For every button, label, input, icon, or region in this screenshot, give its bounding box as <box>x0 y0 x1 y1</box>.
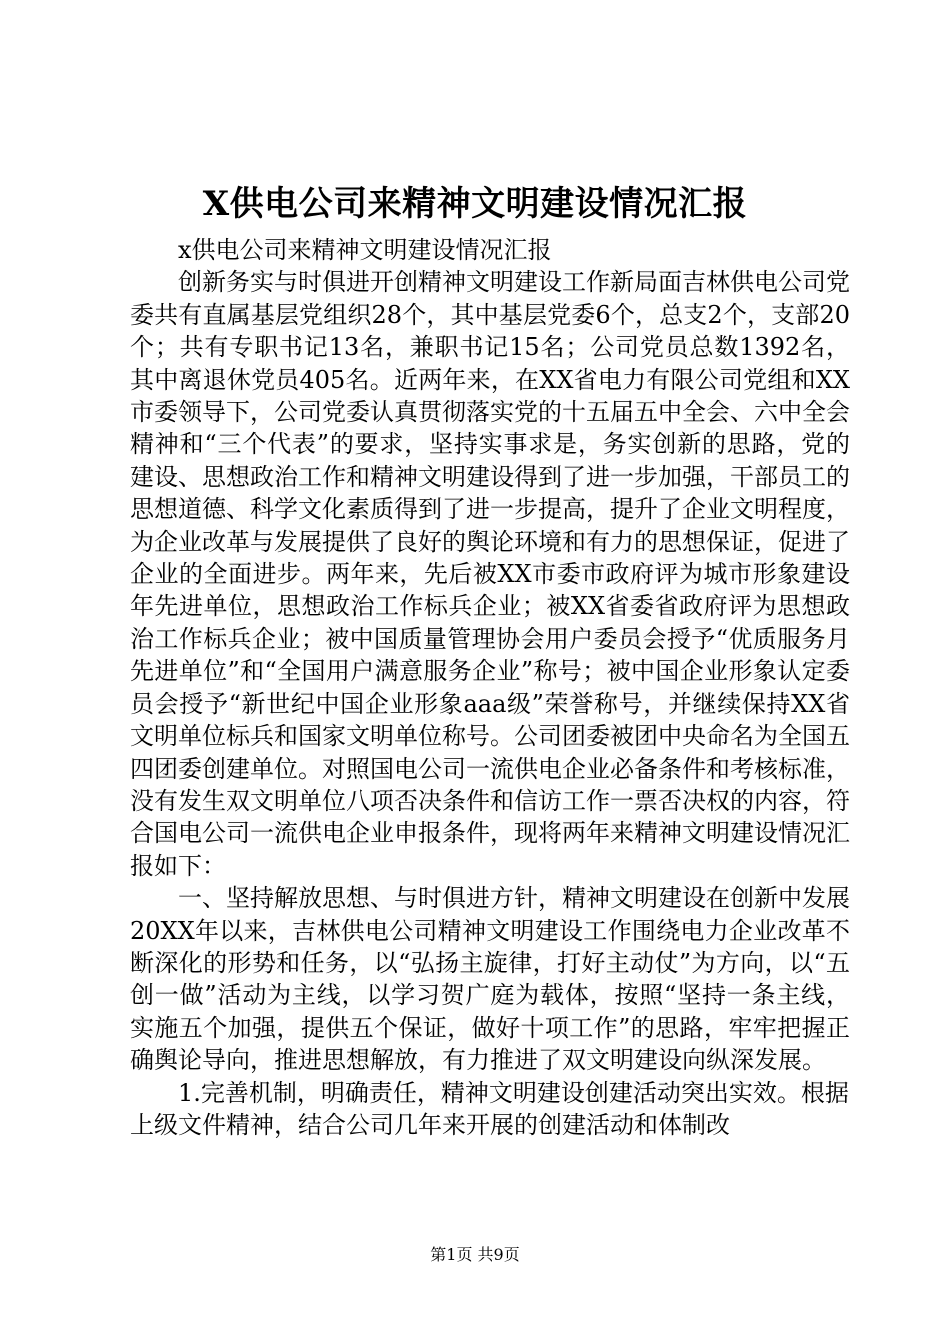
paragraph-intro: 创新务实与时俱进开创精神文明建设工作新局面吉林供电公司党委共有直属基层党组织28个，其中基层党委6个，总支2个，支部20个；共有专职书记13名，兼职书记15名；公司党员总数1392名，其中离退休党员405名。近两年来，在XX省电力有限公司党组和XX市委领导下，公司党委认真贯彻落实党的十五届五中全会、六中全会精神和“三个代表”的要求，坚持实事求是，务实创新的思路，党的建设、思想政治工作和精神文明建设得到了进一步加强，干部员工的思想道德、科学文化素质得到了进一步提高，提升了企业文明程度，为企业改革与发展提供了良好的舆论环境和有力的思想保证，促进了企业的全面进步。两年来，先后被XX市委市政府评为城市形象建设年先进单位，思想政治工作标兵企业；被XX省委省政府评为思想政治工作标兵企业；被中国质量管理协会用户委员会授予“优质服务月先进单位”和“全国用户满意服务企业”称号；被中国企业形象认定委员会授予“新世纪中国企业形象aaa级”荣誉称号，并继续保持XX省文明单位标兵和国家文明单位称号。公司团委被团中央命名为全国五四团委创建单位。对照国电公司一流供电企业必备条件和考核标准，没有发生双文明单位八项否决条件和信访工作一票否决权的内容，符合国电公司一流供电企业申报条件，现将两年来精神文明建设情况汇报如下： <box>130 268 850 880</box>
document-title: X供电公司来精神文明建设情况汇报 <box>202 184 748 224</box>
document-body <box>130 234 850 1141</box>
paragraph-subtitle: x供电公司来精神文明建设情况汇报 <box>178 236 552 264</box>
page-number-footer: 第1页 共9页 <box>430 1245 520 1264</box>
paragraph-section-one: 一、坚持解放思想、与时俱进方针，精神文明建设在创新中发展20XX年以来，吉林供电公司精神文明建设工作围绕电力企业改革不断深化的形势和任务，以“弘扬主旋律，打好主动仗”为方向，以“五创一做”活动为主线，以学习贺广庭为载体，按照“坚持一条主线，实施五个加强，提供五个保证，做好十项工作”的思路，牢牢把握正确舆论导向，推进思想解放，有力推进了双文明建设向纵深发展。 <box>130 884 850 1075</box>
paragraph-item-one: 1.完善机制，明确责任，精神文明建设创建活动突出实效。根据上级文件精神，结合公司几年来开展的创建活动和体制改 <box>130 1078 849 1139</box>
